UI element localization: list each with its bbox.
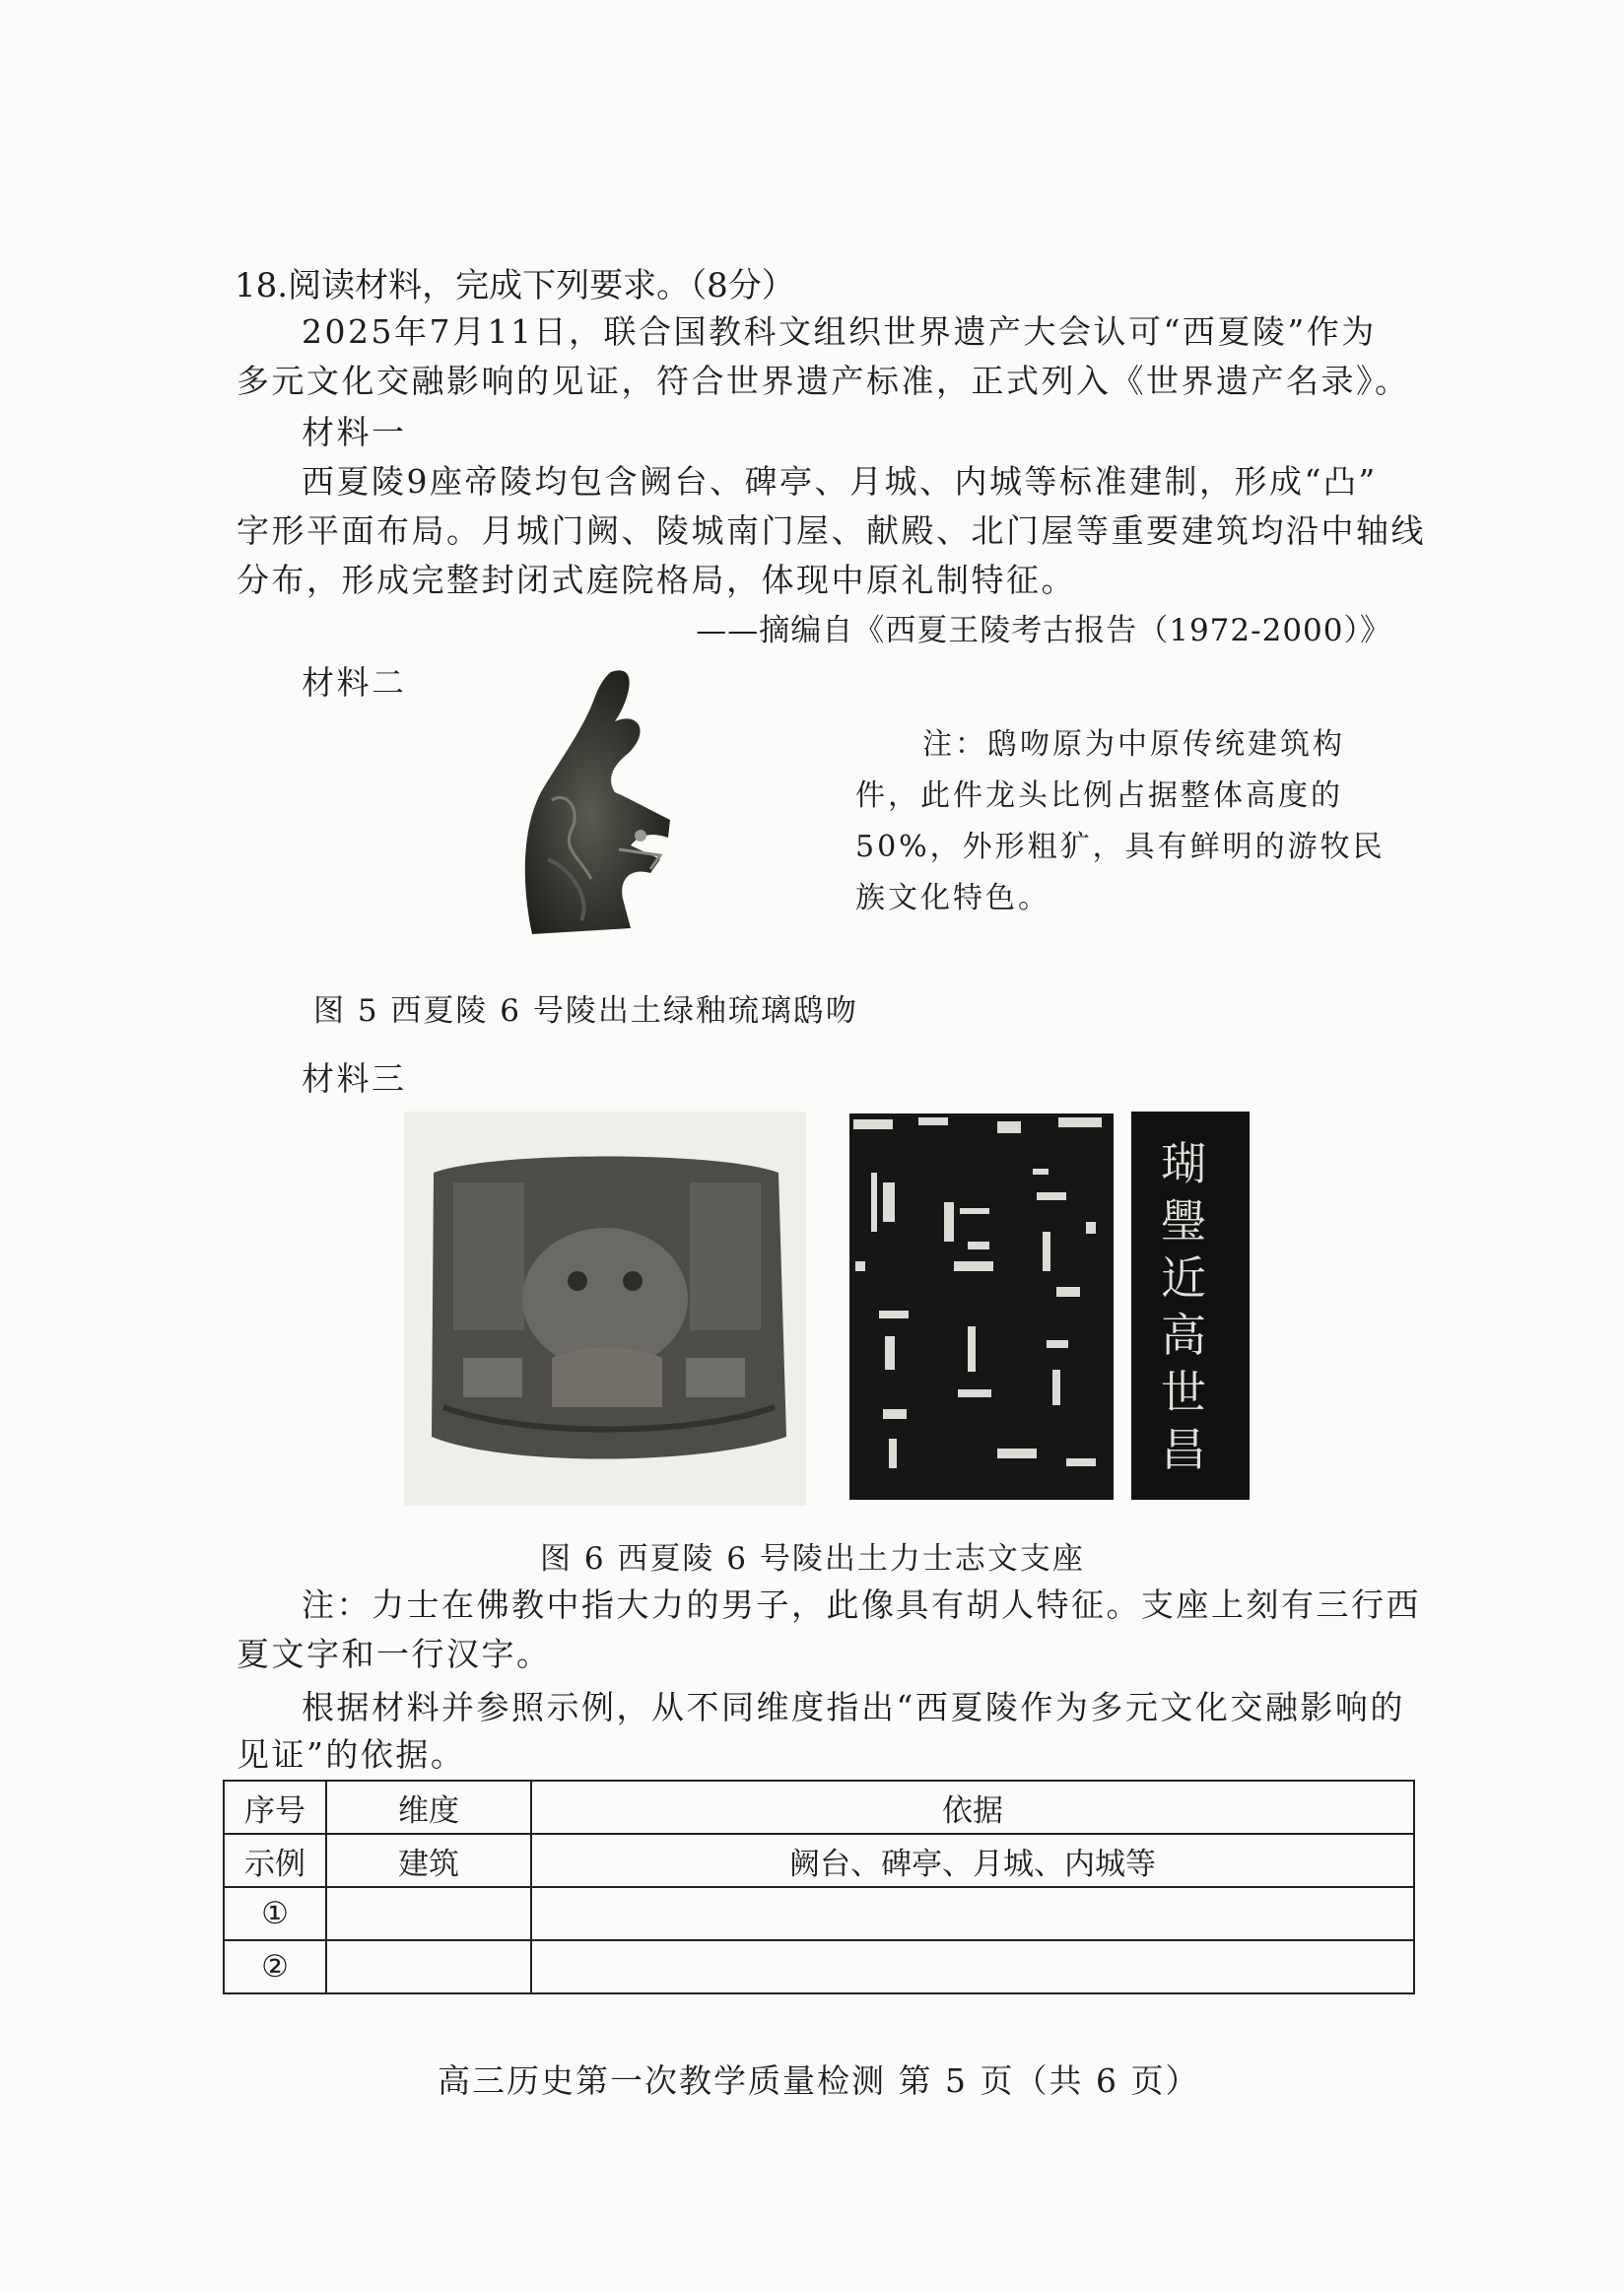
answer-table [223,1780,1415,1994]
figure6-caption: 图 6 西夏陵 6 号陵出土力士志文支座 [540,1541,1085,1577]
material1-line-1: 西夏陵9座帝陵均包含阙台、碑亭、月城、内城等标准建制，形成“凸” [302,462,1378,501]
material3-label: 材料三 [302,1059,407,1098]
task-line-1: 根据材料并参照示例，从不同维度指出“西夏陵作为多元文化交融影响的 [302,1688,1405,1726]
task-line-2: 见证”的依据。 [237,1735,466,1774]
intro-line-2: 多元文化交融影响的见证，符合世界遗产标准，正式列入《世界遗产名录》。 [237,362,1410,400]
material1-label: 材料一 [302,413,407,451]
material1-line-3: 分布，形成完整封闭式庭院格局，体现中原礼制特征。 [237,561,1076,599]
row-index: ① [224,1887,326,1940]
intro-line-1: 2025年7月11日，联合国教科文组织世界遗产大会认可“西夏陵”作为 [302,312,1377,351]
material2-note-line-2: 件，此件龙头比例占据整体高度的 [855,778,1343,813]
header-dimension: 维度 [326,1781,531,1834]
material3-note-line-2: 夏文字和一行汉字。 [237,1635,552,1673]
material2-note-line-4: 族文化特色。 [855,881,1050,915]
material1-source: ——摘编自《西夏王陵考古报告（1972-2000）》 [696,613,1391,648]
row-index: ② [224,1940,326,1993]
answer-cell-dimension[interactable] [326,1887,531,1940]
row-dimension: 建筑 [326,1834,531,1887]
table-row [224,1887,1414,1940]
header-basis: 依据 [531,1781,1414,1834]
rubbing-left-image [849,1113,1114,1500]
rubbing-right-image [1131,1112,1250,1500]
material1-line-2: 字形平面布局。月城门阙、陵城南门屋、献殿、北门屋等重要建筑均沿中轴线 [237,511,1426,550]
answer-cell-basis[interactable] [531,1887,1414,1940]
glazed-chiwen-image [512,662,690,948]
header-index: 序号 [224,1781,326,1834]
table-header-row [224,1781,1414,1834]
material2-note-line-1: 注：鸱吻原为中原传统建筑构 [922,727,1345,762]
material2-label: 材料二 [302,663,407,702]
lishi-pedestal-image [404,1112,806,1506]
table-row [224,1940,1414,1993]
rubbing-right-text: 瑚璺近高世昌 [1161,1137,1206,1476]
table-row [224,1834,1414,1887]
row-index: 示例 [224,1834,326,1887]
answer-cell-dimension[interactable] [326,1940,531,1993]
material3-note-line-1: 注：力士在佛教中指大力的男子，此像具有胡人特征。支座上刻有三行西 [302,1586,1421,1624]
material2-note-line-3: 50%，外形粗犷，具有鲜明的游牧民 [855,830,1386,864]
question-title: 18.阅读材料，完成下列要求。（8分） [235,266,795,305]
row-basis: 阙台、碑亭、月城、内城等 [531,1834,1414,1887]
page-footer: 高三历史第一次教学质量检测 第 5 页（共 6 页） [438,2061,1200,2100]
answer-cell-basis[interactable] [531,1940,1414,1993]
figure5-caption: 图 5 西夏陵 6 号陵出土绿釉琉璃鸱吻 [313,993,858,1029]
